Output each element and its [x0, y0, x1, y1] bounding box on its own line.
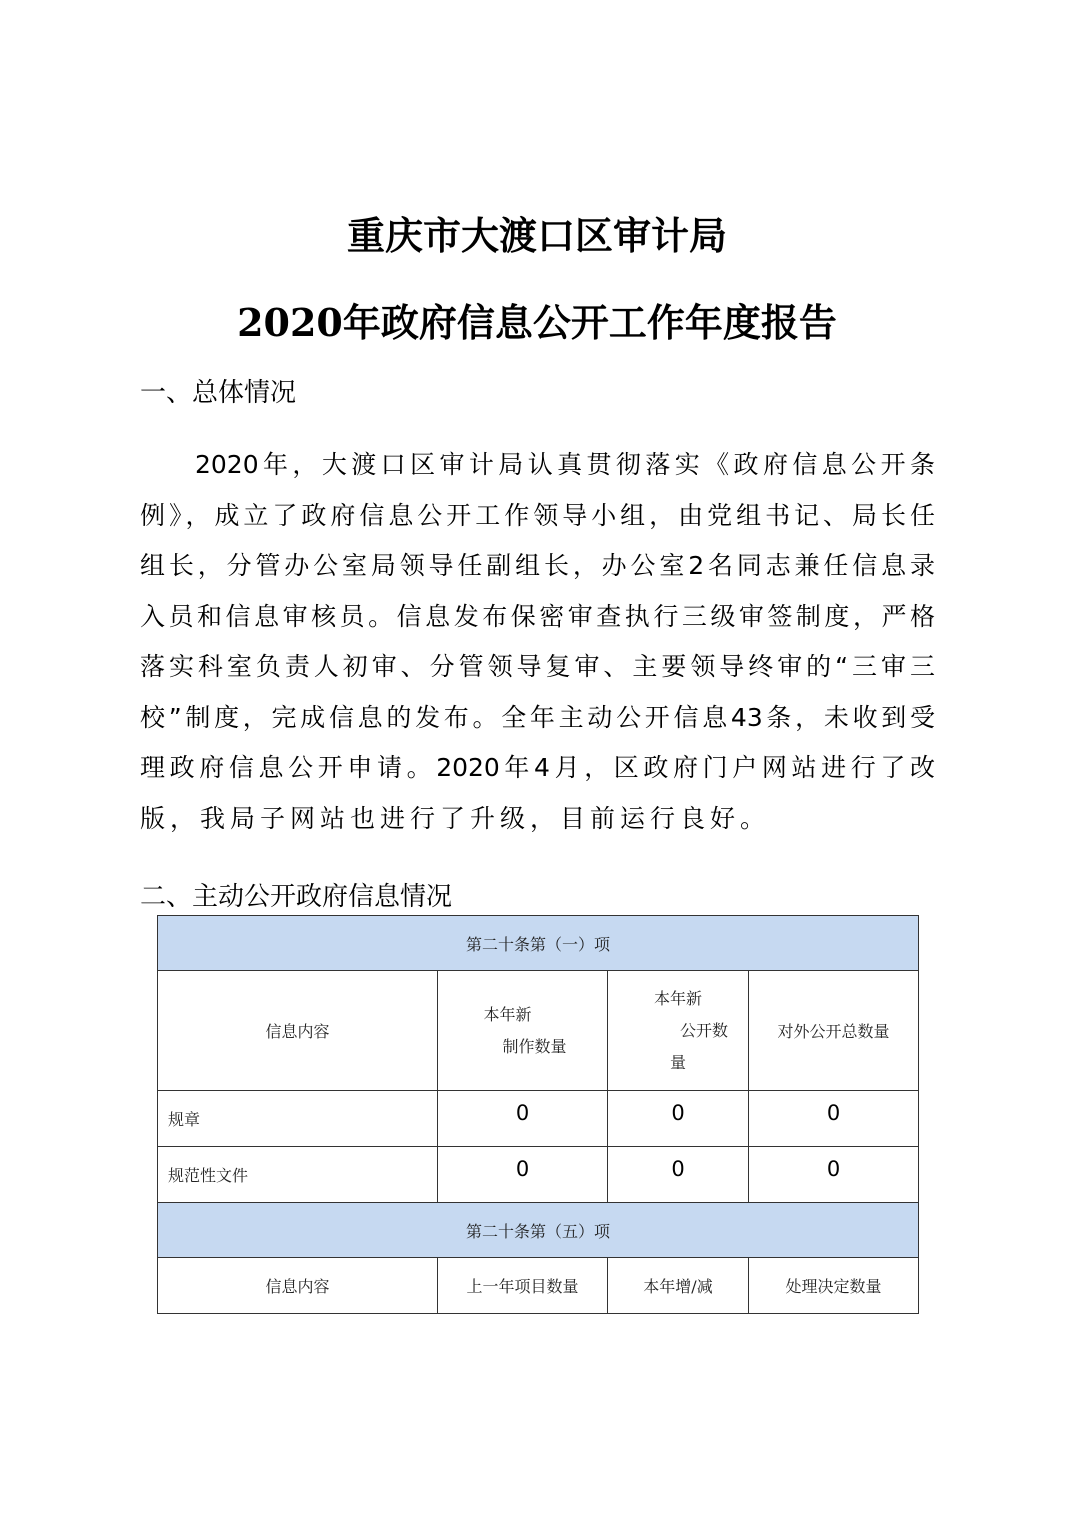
header-text: 制作数量	[502, 1036, 567, 1056]
cell-value: 0	[749, 1091, 919, 1147]
section1-paragraph	[140, 445, 935, 849]
section2-heading: 二、主动公开政府信息情况	[140, 882, 453, 912]
cell-value: 0	[608, 1091, 749, 1147]
disclosure-table	[157, 915, 919, 1314]
para-line: 版，我局子网站也进行了升级，目前运行良好。	[140, 803, 771, 833]
cell-value: 0	[438, 1091, 608, 1147]
header-cell: 上一年项目数量	[438, 1258, 608, 1314]
header-cell: 处理决定数量	[749, 1258, 919, 1314]
cell-value: 0	[608, 1147, 749, 1203]
table-row	[158, 1091, 919, 1147]
header-cell: 对外公开总数量	[749, 971, 919, 1091]
table-header-row	[158, 971, 919, 1091]
table-band	[158, 1203, 919, 1258]
section1-heading: 一、总体情况	[140, 378, 297, 408]
report-title-line1: 重庆市大渡口区审计局	[346, 213, 727, 258]
header-cell: 本年增/减	[608, 1258, 749, 1314]
para-line: 2020年，大渡口区审计局认真贯彻落实《政府信息公开条	[195, 450, 935, 479]
header-cell: 信息内容	[158, 1258, 438, 1314]
header-text: 本年新	[483, 1004, 532, 1024]
header-text: 公开数	[679, 1020, 728, 1040]
para-line: 理政府信息公开申请。2020年4月，区政府门户网站进行了改	[140, 753, 935, 782]
para-line: 入员和信息审核员。信息发布保密审查执行三级审签制度，严格	[140, 601, 935, 631]
para-line: 校”制度，完成信息的发布。全年主动公开信息43条，未收到受	[140, 702, 935, 732]
para-line: 组长，分管办公室局领导任副组长，办公室2名同志兼任信息录	[140, 551, 935, 580]
header-cell: 信息内容	[158, 971, 438, 1091]
table-row	[158, 1147, 919, 1203]
row-label: 规范性文件	[158, 1147, 438, 1203]
table-header-row	[158, 1258, 919, 1314]
band-label: 第二十条第（五）项	[158, 1203, 919, 1258]
report-title-line2: 2020年政府信息公开工作年度报告	[237, 300, 837, 345]
band-label: 第二十条第（一）项	[158, 916, 919, 971]
header-text: 量	[669, 1052, 686, 1072]
row-label: 规章	[158, 1091, 438, 1147]
header-cell	[438, 971, 608, 1091]
table-band	[158, 916, 919, 971]
para-line: 例》，成立了政府信息公开工作领导小组，由党组书记、局长任	[140, 500, 935, 530]
para-line: 落实科室负责人初审、分管领导复审、主要领导终审的“三审三	[140, 652, 935, 681]
cell-value: 0	[438, 1147, 608, 1203]
header-text: 本年新	[653, 988, 702, 1008]
cell-value: 0	[749, 1147, 919, 1203]
header-cell	[608, 971, 749, 1091]
